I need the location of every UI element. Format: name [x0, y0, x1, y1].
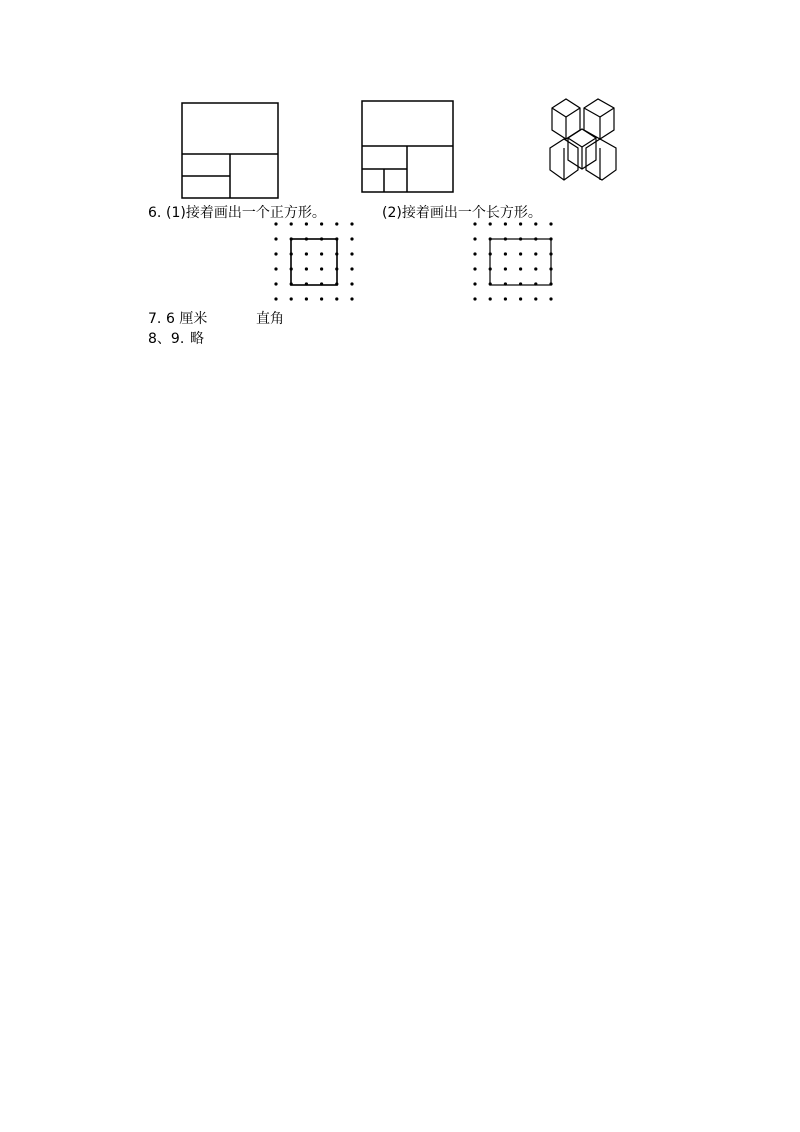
- grid-dot: [274, 267, 277, 270]
- dot-grid-rectangle: [469, 218, 559, 304]
- grid-dot: [274, 237, 277, 240]
- grid-dot: [274, 297, 277, 300]
- q6-number: 6.: [148, 205, 162, 221]
- q7-answer-angle: 直角: [256, 311, 284, 327]
- grid-dot: [519, 267, 522, 270]
- grid-dot: [504, 267, 507, 270]
- grid-dot: [534, 297, 537, 300]
- q7-answer-length: 6 厘米: [166, 311, 208, 327]
- grid-dot: [473, 252, 476, 255]
- grid-dot: [534, 222, 537, 225]
- grid-dot: [473, 282, 476, 285]
- grid-dot: [489, 297, 492, 300]
- grid-dot: [473, 237, 476, 240]
- grid-dot: [504, 297, 507, 300]
- grid-dot: [320, 222, 323, 225]
- grid-dot: [519, 252, 522, 255]
- cube-pattern-figure: [544, 94, 624, 190]
- grid-dot: [350, 237, 353, 240]
- grid-dot: [473, 222, 476, 225]
- grid-dot: [290, 222, 293, 225]
- grid-dot: [489, 222, 492, 225]
- grid-dot: [473, 297, 476, 300]
- grid-dot: [350, 267, 353, 270]
- grid-dot: [549, 297, 552, 300]
- grid-dot: [290, 297, 293, 300]
- grid-dot: [350, 252, 353, 255]
- grid-dot: [534, 252, 537, 255]
- q8-9-answer: 略: [190, 331, 204, 347]
- grid-dot: [320, 267, 323, 270]
- grid-dot: [504, 252, 507, 255]
- grid-dot: [473, 267, 476, 270]
- grid-dot: [335, 222, 338, 225]
- dot-grid-square: [270, 218, 360, 304]
- grid-dot: [274, 252, 277, 255]
- grid-dot: [320, 252, 323, 255]
- grid-dot: [549, 222, 552, 225]
- grid-dot: [305, 297, 308, 300]
- q6-part1-instruction: (1)接着画出一个正方形。: [166, 205, 326, 221]
- grid-dot: [504, 222, 507, 225]
- divided-square-figure-1: [176, 98, 284, 202]
- grid-dot: [350, 222, 353, 225]
- grid-dot: [305, 252, 308, 255]
- q8-9-number: 8、9.: [148, 331, 185, 347]
- grid-dot: [305, 267, 308, 270]
- grid-dot: [320, 297, 323, 300]
- grid-dot: [350, 282, 353, 285]
- grid-dot: [519, 297, 522, 300]
- q7-number: 7.: [148, 311, 162, 327]
- grid-dot: [274, 282, 277, 285]
- grid-dot: [335, 297, 338, 300]
- grid-dot: [305, 222, 308, 225]
- grid-dot: [519, 222, 522, 225]
- grid-dot: [350, 297, 353, 300]
- q6-part2-instruction: (2)接着画出一个长方形。: [382, 205, 542, 221]
- grid-dot: [274, 222, 277, 225]
- grid-dot: [534, 267, 537, 270]
- divided-square-figure-2: [356, 96, 460, 198]
